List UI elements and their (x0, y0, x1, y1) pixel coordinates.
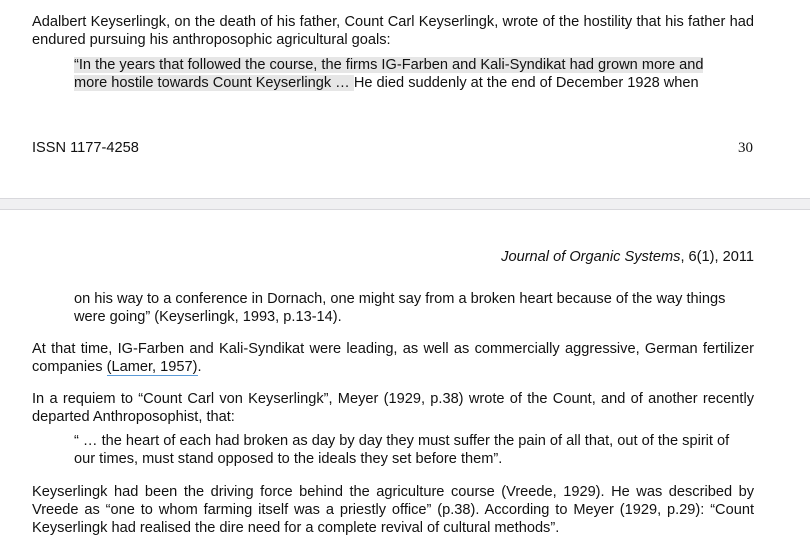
issn-footer: ISSN 1177-4258 (32, 140, 139, 156)
block-quote-keyserlingk (74, 56, 740, 92)
paragraph-adalbert: Adalbert Keyserlingk, on the death of his father, Count Carl Keyserlingk, wrote of the hostility that his father had endured pursuing his anthroposophic agricultural goals: (32, 14, 754, 48)
highlighted-text-line2[interactable]: more hostile towards Count Keyserlingk … (74, 75, 354, 91)
paragraph-ig-farben-end: . (197, 359, 202, 375)
pdf-page-30 (0, 0, 810, 198)
paragraph-ig-farben (32, 340, 754, 376)
journal-header (501, 248, 754, 266)
journal-volume: , 6(1), 2011 (680, 249, 754, 265)
paragraph-ig-farben-text: At that time, IG-Farben and Kali-Syndikat were leading, as well as commercially aggressive, German fertilizer companies (32, 341, 754, 375)
block-quote-continued: on his way to a conference in Dornach, one might say from a broken heart because of the way things were going” (Keyserlingk, 1993, p.13-14). (74, 291, 726, 325)
quote-rest-text: He died suddenly at the end of December 1928 when (353, 75, 699, 91)
journal-title: Journal of Organic Systems (501, 249, 681, 265)
paragraph-driving-force: Keyserlingk had been the driving force behind the agriculture course (Vreede, 1929). He was described by Vreede as “one to whom farming itself was a priestly office” (p.38). According to Meyer (1929, p.29): “Count Keyserlingk had realised the dire need for a complete revival of cultural methods”. (32, 484, 754, 536)
paragraph-requiem: In a requiem to “Count Carl von Keyserlingk”, Meyer (1929, p.38) wrote of the Count, and of another recently departed Anthroposophist, that: (32, 391, 754, 425)
citation-link-lamer[interactable]: (Lamer, 1957) (106, 359, 198, 375)
page-separator (0, 198, 810, 210)
highlighted-text-line1[interactable]: “In the years that followed the course, the firms IG-Farben and Kali-Syndikat had grown more and (74, 57, 704, 73)
page-number: 30 (738, 140, 753, 156)
block-quote-meyer: “ … the heart of each had broken as day by day they must suffer the pain of all that, out of the spirit of our times, must stand opposed to the ideals they set before them”. (74, 433, 730, 467)
